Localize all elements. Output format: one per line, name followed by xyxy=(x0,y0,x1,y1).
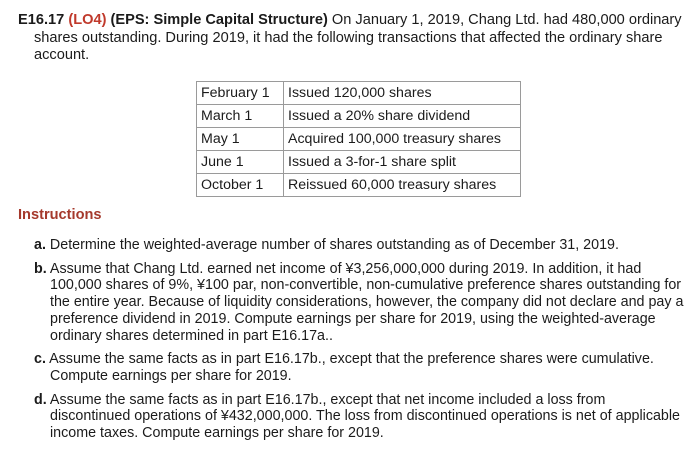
transaction-date: May 1 xyxy=(197,128,284,151)
transaction-date: March 1 xyxy=(197,105,284,128)
table-row xyxy=(197,82,521,105)
table-row xyxy=(197,128,521,151)
problem-topic: (EPS: Simple Capital Structure) xyxy=(110,12,328,28)
transaction-description: Issued a 3-for-1 share split xyxy=(284,151,521,174)
item-letter: c. xyxy=(34,351,46,368)
problem-intro: On January 1, 2019, Chang Ltd. had 480,000 ordinary shares outstanding. During 2019, it had the following transactions that affected the ordinary share account. xyxy=(34,12,682,63)
transaction-description: Issued a 20% share dividend xyxy=(284,105,521,128)
item-text: Assume the same facts as in part E16.17b., except that net income included a loss from discontinued operations of ¥432,000,000. The loss from discontinued operations is net of applicable income taxes. Compute earnings per share for 2019. xyxy=(49,391,681,442)
item-letter: a. xyxy=(34,237,46,253)
transactions-table xyxy=(196,81,521,197)
item-letter: b. xyxy=(34,260,47,277)
item-letter: d. xyxy=(34,391,47,408)
transaction-description: Acquired 100,000 treasury shares xyxy=(284,128,521,151)
list-item xyxy=(34,237,684,254)
table-row xyxy=(197,105,521,128)
transaction-description: Reissued 60,000 treasury shares xyxy=(284,174,521,197)
item-text: Determine the weighted-average number of shares outstanding as of December 31, 2019. xyxy=(49,237,619,253)
table-row xyxy=(197,151,521,174)
instructions-heading: Instructions xyxy=(18,207,102,223)
item-text: Assume the same facts as in part E16.17b., except that the preference shares were cumulative. Compute earnings per share for 2019. xyxy=(49,351,654,384)
list-item xyxy=(34,351,684,384)
instructions-list xyxy=(34,237,684,449)
item-text: Assume that Chang Ltd. earned net income of ¥3,256,000,000 during 2019. In addition, it had 100,000 shares of 9%, ¥100 par, non-convertible, non-cumulative preference shares outstanding for the entire year. Because of liquidity considerations, however, the company did not declare and pay a preference dividend in 2019. Compute earnings per share for 2019, using the weighted-average ordinary shares determined in part E16.17a.. xyxy=(49,260,684,344)
transaction-description: Issued 120,000 shares xyxy=(284,82,521,105)
list-item xyxy=(34,261,684,345)
learning-objective: (LO4) xyxy=(68,12,107,28)
problem-statement xyxy=(18,12,684,65)
list-item xyxy=(34,392,684,442)
transaction-date: June 1 xyxy=(197,151,284,174)
table-row xyxy=(197,174,521,197)
transaction-date: October 1 xyxy=(197,174,284,197)
problem-code: E16.17 xyxy=(18,12,65,28)
transaction-date: February 1 xyxy=(197,82,284,105)
